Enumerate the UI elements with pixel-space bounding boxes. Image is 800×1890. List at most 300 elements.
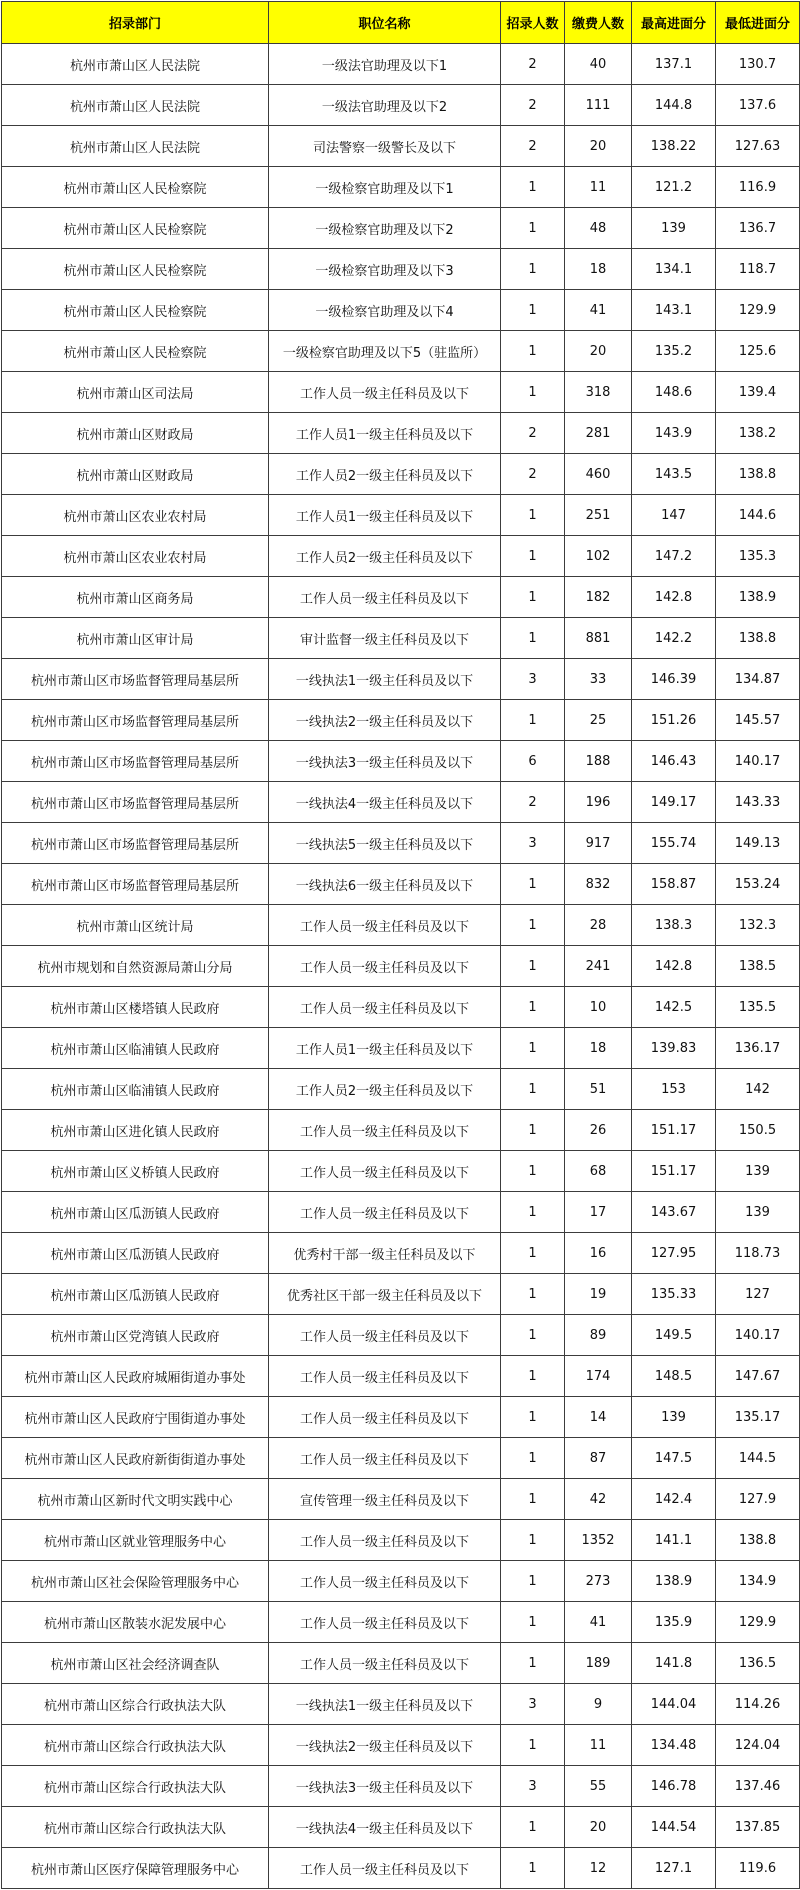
cell-position: 一级法官助理及以下1 xyxy=(269,44,501,85)
cell-applicant-count: 11 xyxy=(565,167,632,208)
cell-hire-count: 1 xyxy=(501,1643,565,1684)
cell-min-score: 136.7 xyxy=(716,208,800,249)
cell-max-score: 149.5 xyxy=(632,1315,716,1356)
cell-max-score: 146.43 xyxy=(632,741,716,782)
table-row xyxy=(2,659,800,700)
cell-department: 杭州市萧山区统计局 xyxy=(2,905,269,946)
cell-min-score: 147.67 xyxy=(716,1356,800,1397)
cell-hire-count: 1 xyxy=(501,1479,565,1520)
header-max-score: 最高进面分 xyxy=(632,2,716,44)
cell-hire-count: 1 xyxy=(501,1110,565,1151)
table-row xyxy=(2,1848,800,1889)
cell-department: 杭州市萧山区人民检察院 xyxy=(2,290,269,331)
cell-department: 杭州市萧山区医疗保障管理服务中心 xyxy=(2,1848,269,1889)
cell-min-score: 140.17 xyxy=(716,741,800,782)
cell-hire-count: 1 xyxy=(501,618,565,659)
cell-hire-count: 1 xyxy=(501,495,565,536)
cell-position: 工作人员一级主任科员及以下 xyxy=(269,1192,501,1233)
cell-position: 工作人员一级主任科员及以下 xyxy=(269,1520,501,1561)
cell-hire-count: 1 xyxy=(501,905,565,946)
cell-department: 杭州市萧山区人民政府新街街道办事处 xyxy=(2,1438,269,1479)
cell-applicant-count: 87 xyxy=(565,1438,632,1479)
cell-position: 工作人员一级主任科员及以下 xyxy=(269,987,501,1028)
cell-department: 杭州市萧山区社会保险管理服务中心 xyxy=(2,1561,269,1602)
cell-position: 一级检察官助理及以下2 xyxy=(269,208,501,249)
cell-department: 杭州市萧山区综合行政执法大队 xyxy=(2,1684,269,1725)
cell-hire-count: 1 xyxy=(501,946,565,987)
table-row xyxy=(2,1479,800,1520)
cell-position: 一线执法6一级主任科员及以下 xyxy=(269,864,501,905)
cell-department: 杭州市萧山区市场监督管理局基层所 xyxy=(2,700,269,741)
cell-max-score: 158.87 xyxy=(632,864,716,905)
cell-department: 杭州市萧山区就业管理服务中心 xyxy=(2,1520,269,1561)
cell-max-score: 143.67 xyxy=(632,1192,716,1233)
cell-max-score: 127.95 xyxy=(632,1233,716,1274)
cell-applicant-count: 460 xyxy=(565,454,632,495)
cell-max-score: 139 xyxy=(632,208,716,249)
cell-department: 杭州市萧山区义桥镇人民政府 xyxy=(2,1151,269,1192)
cell-position: 一线执法3一级主任科员及以下 xyxy=(269,741,501,782)
cell-position: 工作人员一级主任科员及以下 xyxy=(269,1561,501,1602)
table-row xyxy=(2,1356,800,1397)
cell-hire-count: 1 xyxy=(501,208,565,249)
cell-applicant-count: 1352 xyxy=(565,1520,632,1561)
cell-applicant-count: 12 xyxy=(565,1848,632,1889)
cell-department: 杭州市萧山区人民法院 xyxy=(2,126,269,167)
table-row xyxy=(2,1561,800,1602)
cell-department: 杭州市萧山区综合行政执法大队 xyxy=(2,1766,269,1807)
header-min-score: 最低进面分 xyxy=(716,2,800,44)
cell-max-score: 151.17 xyxy=(632,1110,716,1151)
cell-max-score: 135.2 xyxy=(632,331,716,372)
cell-department: 杭州市萧山区市场监督管理局基层所 xyxy=(2,741,269,782)
cell-department: 杭州市萧山区人民政府宁围街道办事处 xyxy=(2,1397,269,1438)
cell-department: 杭州市萧山区市场监督管理局基层所 xyxy=(2,823,269,864)
cell-applicant-count: 55 xyxy=(565,1766,632,1807)
cell-min-score: 138.9 xyxy=(716,577,800,618)
cell-applicant-count: 28 xyxy=(565,905,632,946)
cell-applicant-count: 188 xyxy=(565,741,632,782)
cell-hire-count: 1 xyxy=(501,536,565,577)
table-row xyxy=(2,126,800,167)
cell-position: 一线执法1一级主任科员及以下 xyxy=(269,659,501,700)
cell-applicant-count: 41 xyxy=(565,290,632,331)
cell-hire-count: 3 xyxy=(501,823,565,864)
cell-min-score: 118.73 xyxy=(716,1233,800,1274)
table-row xyxy=(2,987,800,1028)
cell-department: 杭州市萧山区新时代文明实践中心 xyxy=(2,1479,269,1520)
cell-max-score: 142.8 xyxy=(632,946,716,987)
cell-hire-count: 1 xyxy=(501,1356,565,1397)
table-row xyxy=(2,1725,800,1766)
cell-hire-count: 3 xyxy=(501,1684,565,1725)
cell-min-score: 119.6 xyxy=(716,1848,800,1889)
cell-min-score: 144.5 xyxy=(716,1438,800,1479)
cell-min-score: 124.04 xyxy=(716,1725,800,1766)
cell-max-score: 146.78 xyxy=(632,1766,716,1807)
cell-hire-count: 2 xyxy=(501,44,565,85)
cell-department: 杭州市萧山区人民检察院 xyxy=(2,331,269,372)
cell-position: 一线执法4一级主任科员及以下 xyxy=(269,1807,501,1848)
cell-position: 一级检察官助理及以下4 xyxy=(269,290,501,331)
cell-max-score: 138.22 xyxy=(632,126,716,167)
cell-hire-count: 1 xyxy=(501,1069,565,1110)
cell-applicant-count: 19 xyxy=(565,1274,632,1315)
cell-department: 杭州市萧山区综合行政执法大队 xyxy=(2,1725,269,1766)
cell-hire-count: 1 xyxy=(501,1028,565,1069)
cell-max-score: 137.1 xyxy=(632,44,716,85)
cell-applicant-count: 18 xyxy=(565,249,632,290)
table-row xyxy=(2,536,800,577)
cell-hire-count: 1 xyxy=(501,1725,565,1766)
cell-min-score: 153.24 xyxy=(716,864,800,905)
cell-min-score: 150.5 xyxy=(716,1110,800,1151)
cell-max-score: 155.74 xyxy=(632,823,716,864)
table-row xyxy=(2,44,800,85)
cell-min-score: 134.87 xyxy=(716,659,800,700)
cell-applicant-count: 40 xyxy=(565,44,632,85)
table-row xyxy=(2,249,800,290)
cell-min-score: 114.26 xyxy=(716,1684,800,1725)
cell-position: 工作人员一级主任科员及以下 xyxy=(269,1602,501,1643)
cell-applicant-count: 89 xyxy=(565,1315,632,1356)
cell-min-score: 136.5 xyxy=(716,1643,800,1684)
cell-hire-count: 1 xyxy=(501,987,565,1028)
cell-min-score: 139 xyxy=(716,1192,800,1233)
table-row xyxy=(2,700,800,741)
cell-position: 一线执法3一级主任科员及以下 xyxy=(269,1766,501,1807)
cell-max-score: 135.33 xyxy=(632,1274,716,1315)
cell-applicant-count: 16 xyxy=(565,1233,632,1274)
table-row xyxy=(2,1233,800,1274)
cell-position: 工作人员一级主任科员及以下 xyxy=(269,1848,501,1889)
cell-applicant-count: 174 xyxy=(565,1356,632,1397)
cell-min-score: 138.8 xyxy=(716,1520,800,1561)
cell-hire-count: 1 xyxy=(501,372,565,413)
cell-hire-count: 1 xyxy=(501,1807,565,1848)
cell-applicant-count: 20 xyxy=(565,1807,632,1848)
cell-max-score: 138.9 xyxy=(632,1561,716,1602)
cell-hire-count: 1 xyxy=(501,1602,565,1643)
cell-hire-count: 3 xyxy=(501,1766,565,1807)
cell-min-score: 125.6 xyxy=(716,331,800,372)
cell-min-score: 145.57 xyxy=(716,700,800,741)
cell-min-score: 118.7 xyxy=(716,249,800,290)
cell-max-score: 142.5 xyxy=(632,987,716,1028)
table-row xyxy=(2,905,800,946)
table-row xyxy=(2,618,800,659)
table-row xyxy=(2,85,800,126)
cell-department: 杭州市萧山区瓜沥镇人民政府 xyxy=(2,1192,269,1233)
cell-position: 工作人员1一级主任科员及以下 xyxy=(269,1028,501,1069)
cell-hire-count: 1 xyxy=(501,1315,565,1356)
table-row xyxy=(2,413,800,454)
cell-position: 工作人员一级主任科员及以下 xyxy=(269,1643,501,1684)
cell-applicant-count: 196 xyxy=(565,782,632,823)
table-row xyxy=(2,1397,800,1438)
cell-max-score: 134.1 xyxy=(632,249,716,290)
cell-max-score: 127.1 xyxy=(632,1848,716,1889)
cell-max-score: 144.04 xyxy=(632,1684,716,1725)
cell-min-score: 142 xyxy=(716,1069,800,1110)
cell-max-score: 148.6 xyxy=(632,372,716,413)
cell-position: 工作人员2一级主任科员及以下 xyxy=(269,536,501,577)
cell-max-score: 139 xyxy=(632,1397,716,1438)
cell-min-score: 127.9 xyxy=(716,1479,800,1520)
cell-department: 杭州市萧山区临浦镇人民政府 xyxy=(2,1028,269,1069)
cell-applicant-count: 41 xyxy=(565,1602,632,1643)
cell-applicant-count: 832 xyxy=(565,864,632,905)
cell-hire-count: 1 xyxy=(501,1274,565,1315)
table-row xyxy=(2,1192,800,1233)
cell-applicant-count: 14 xyxy=(565,1397,632,1438)
cell-hire-count: 1 xyxy=(501,700,565,741)
cell-hire-count: 2 xyxy=(501,85,565,126)
cell-hire-count: 1 xyxy=(501,249,565,290)
cell-applicant-count: 68 xyxy=(565,1151,632,1192)
cell-applicant-count: 318 xyxy=(565,372,632,413)
table-row xyxy=(2,782,800,823)
cell-department: 杭州市萧山区市场监督管理局基层所 xyxy=(2,864,269,905)
cell-applicant-count: 25 xyxy=(565,700,632,741)
cell-hire-count: 1 xyxy=(501,1192,565,1233)
cell-position: 工作人员一级主任科员及以下 xyxy=(269,577,501,618)
cell-position: 工作人员一级主任科员及以下 xyxy=(269,905,501,946)
cell-position: 一级法官助理及以下2 xyxy=(269,85,501,126)
table-row xyxy=(2,454,800,495)
cell-applicant-count: 102 xyxy=(565,536,632,577)
cell-applicant-count: 917 xyxy=(565,823,632,864)
table-row xyxy=(2,1110,800,1151)
cell-min-score: 130.7 xyxy=(716,44,800,85)
cell-applicant-count: 11 xyxy=(565,1725,632,1766)
cell-min-score: 135.3 xyxy=(716,536,800,577)
cell-hire-count: 1 xyxy=(501,1438,565,1479)
cell-applicant-count: 182 xyxy=(565,577,632,618)
cell-applicant-count: 189 xyxy=(565,1643,632,1684)
table-row xyxy=(2,495,800,536)
cell-max-score: 148.5 xyxy=(632,1356,716,1397)
header-position: 职位名称 xyxy=(269,2,501,44)
cell-min-score: 135.17 xyxy=(716,1397,800,1438)
cell-department: 杭州市萧山区党湾镇人民政府 xyxy=(2,1315,269,1356)
table-row xyxy=(2,290,800,331)
cell-department: 杭州市萧山区商务局 xyxy=(2,577,269,618)
cell-applicant-count: 111 xyxy=(565,85,632,126)
cell-min-score: 137.6 xyxy=(716,85,800,126)
cell-max-score: 147.5 xyxy=(632,1438,716,1479)
cell-hire-count: 1 xyxy=(501,864,565,905)
cell-max-score: 144.8 xyxy=(632,85,716,126)
cell-hire-count: 2 xyxy=(501,413,565,454)
cell-max-score: 147.2 xyxy=(632,536,716,577)
cell-department: 杭州市萧山区临浦镇人民政府 xyxy=(2,1069,269,1110)
cell-department: 杭州市萧山区司法局 xyxy=(2,372,269,413)
table-row xyxy=(2,1438,800,1479)
cell-applicant-count: 42 xyxy=(565,1479,632,1520)
header-department: 招录部门 xyxy=(2,2,269,44)
cell-hire-count: 1 xyxy=(501,1520,565,1561)
cell-max-score: 143.9 xyxy=(632,413,716,454)
cell-department: 杭州市萧山区综合行政执法大队 xyxy=(2,1807,269,1848)
table-row xyxy=(2,1274,800,1315)
cell-position: 一线执法1一级主任科员及以下 xyxy=(269,1684,501,1725)
cell-max-score: 153 xyxy=(632,1069,716,1110)
cell-hire-count: 1 xyxy=(501,1561,565,1602)
cell-applicant-count: 241 xyxy=(565,946,632,987)
cell-max-score: 135.9 xyxy=(632,1602,716,1643)
cell-applicant-count: 48 xyxy=(565,208,632,249)
table-row xyxy=(2,577,800,618)
cell-department: 杭州市萧山区农业农村局 xyxy=(2,536,269,577)
cell-min-score: 138.8 xyxy=(716,618,800,659)
cell-hire-count: 2 xyxy=(501,782,565,823)
cell-max-score: 147 xyxy=(632,495,716,536)
cell-position: 工作人员1一级主任科员及以下 xyxy=(269,495,501,536)
cell-max-score: 121.2 xyxy=(632,167,716,208)
cell-position: 一线执法4一级主任科员及以下 xyxy=(269,782,501,823)
cell-department: 杭州市萧山区人民法院 xyxy=(2,85,269,126)
cell-min-score: 138.8 xyxy=(716,454,800,495)
cell-department: 杭州市萧山区瓜沥镇人民政府 xyxy=(2,1274,269,1315)
cell-min-score: 149.13 xyxy=(716,823,800,864)
cell-hire-count: 1 xyxy=(501,290,565,331)
cell-position: 一线执法2一级主任科员及以下 xyxy=(269,700,501,741)
cell-applicant-count: 251 xyxy=(565,495,632,536)
cell-department: 杭州市萧山区楼塔镇人民政府 xyxy=(2,987,269,1028)
cell-position: 一级检察官助理及以下3 xyxy=(269,249,501,290)
cell-min-score: 129.9 xyxy=(716,290,800,331)
cell-position: 审计监督一级主任科员及以下 xyxy=(269,618,501,659)
cell-min-score: 140.17 xyxy=(716,1315,800,1356)
cell-applicant-count: 9 xyxy=(565,1684,632,1725)
cell-max-score: 142.4 xyxy=(632,1479,716,1520)
cell-position: 工作人员一级主任科员及以下 xyxy=(269,1110,501,1151)
cell-applicant-count: 273 xyxy=(565,1561,632,1602)
table-row xyxy=(2,864,800,905)
table-row xyxy=(2,208,800,249)
cell-position: 工作人员一级主任科员及以下 xyxy=(269,1315,501,1356)
cell-applicant-count: 10 xyxy=(565,987,632,1028)
table-header xyxy=(2,2,800,44)
cell-applicant-count: 20 xyxy=(565,126,632,167)
cell-department: 杭州市萧山区进化镇人民政府 xyxy=(2,1110,269,1151)
cell-position: 一级检察官助理及以下1 xyxy=(269,167,501,208)
cell-applicant-count: 881 xyxy=(565,618,632,659)
header-hire-count: 招录人数 xyxy=(501,2,565,44)
cell-min-score: 116.9 xyxy=(716,167,800,208)
cell-max-score: 151.17 xyxy=(632,1151,716,1192)
cell-position: 宣传管理一级主任科员及以下 xyxy=(269,1479,501,1520)
cell-hire-count: 3 xyxy=(501,659,565,700)
cell-min-score: 143.33 xyxy=(716,782,800,823)
cell-max-score: 143.1 xyxy=(632,290,716,331)
cell-position: 一线执法5一级主任科员及以下 xyxy=(269,823,501,864)
cell-department: 杭州市萧山区财政局 xyxy=(2,413,269,454)
cell-max-score: 142.8 xyxy=(632,577,716,618)
cell-position: 司法警察一级警长及以下 xyxy=(269,126,501,167)
cell-min-score: 127 xyxy=(716,1274,800,1315)
table-row xyxy=(2,1684,800,1725)
cell-department: 杭州市萧山区人民检察院 xyxy=(2,167,269,208)
cell-hire-count: 2 xyxy=(501,126,565,167)
cell-applicant-count: 18 xyxy=(565,1028,632,1069)
cell-max-score: 134.48 xyxy=(632,1725,716,1766)
cell-department: 杭州市萧山区社会经济调查队 xyxy=(2,1643,269,1684)
cell-department: 杭州市萧山区市场监督管理局基层所 xyxy=(2,659,269,700)
table-row xyxy=(2,167,800,208)
table-row xyxy=(2,1643,800,1684)
cell-applicant-count: 281 xyxy=(565,413,632,454)
cell-hire-count: 1 xyxy=(501,1397,565,1438)
cell-min-score: 144.6 xyxy=(716,495,800,536)
cell-department: 杭州市萧山区市场监督管理局基层所 xyxy=(2,782,269,823)
score-table xyxy=(1,1,800,1889)
cell-position: 优秀社区干部一级主任科员及以下 xyxy=(269,1274,501,1315)
cell-department: 杭州市萧山区人民政府城厢街道办事处 xyxy=(2,1356,269,1397)
cell-max-score: 146.39 xyxy=(632,659,716,700)
table-row xyxy=(2,1151,800,1192)
table-row xyxy=(2,1766,800,1807)
cell-department: 杭州市萧山区财政局 xyxy=(2,454,269,495)
cell-position: 优秀村干部一级主任科员及以下 xyxy=(269,1233,501,1274)
table-row xyxy=(2,741,800,782)
cell-hire-count: 2 xyxy=(501,454,565,495)
cell-min-score: 134.9 xyxy=(716,1561,800,1602)
cell-min-score: 132.3 xyxy=(716,905,800,946)
cell-applicant-count: 33 xyxy=(565,659,632,700)
cell-max-score: 151.26 xyxy=(632,700,716,741)
cell-department: 杭州市萧山区人民法院 xyxy=(2,44,269,85)
cell-max-score: 149.17 xyxy=(632,782,716,823)
cell-hire-count: 1 xyxy=(501,167,565,208)
cell-position: 工作人员2一级主任科员及以下 xyxy=(269,454,501,495)
cell-min-score: 127.63 xyxy=(716,126,800,167)
cell-hire-count: 1 xyxy=(501,1233,565,1274)
cell-department: 杭州市萧山区人民检察院 xyxy=(2,208,269,249)
cell-department: 杭州市萧山区散装水泥发展中心 xyxy=(2,1602,269,1643)
table-row xyxy=(2,946,800,987)
cell-applicant-count: 26 xyxy=(565,1110,632,1151)
cell-min-score: 137.46 xyxy=(716,1766,800,1807)
cell-hire-count: 6 xyxy=(501,741,565,782)
cell-department: 杭州市规划和自然资源局萧山分局 xyxy=(2,946,269,987)
cell-position: 工作人员一级主任科员及以下 xyxy=(269,372,501,413)
cell-hire-count: 1 xyxy=(501,1151,565,1192)
cell-position: 工作人员1一级主任科员及以下 xyxy=(269,413,501,454)
cell-max-score: 141.8 xyxy=(632,1643,716,1684)
header-row xyxy=(2,2,800,44)
cell-hire-count: 1 xyxy=(501,1848,565,1889)
cell-department: 杭州市萧山区审计局 xyxy=(2,618,269,659)
cell-max-score: 141.1 xyxy=(632,1520,716,1561)
cell-department: 杭州市萧山区人民检察院 xyxy=(2,249,269,290)
cell-min-score: 136.17 xyxy=(716,1028,800,1069)
cell-applicant-count: 17 xyxy=(565,1192,632,1233)
cell-position: 工作人员一级主任科员及以下 xyxy=(269,1397,501,1438)
cell-hire-count: 1 xyxy=(501,331,565,372)
table-row xyxy=(2,331,800,372)
table-row xyxy=(2,1069,800,1110)
cell-max-score: 143.5 xyxy=(632,454,716,495)
table-row xyxy=(2,1315,800,1356)
table-row xyxy=(2,1807,800,1848)
cell-applicant-count: 20 xyxy=(565,331,632,372)
table-row xyxy=(2,823,800,864)
cell-position: 工作人员一级主任科员及以下 xyxy=(269,1356,501,1397)
header-applicant-count: 缴费人数 xyxy=(565,2,632,44)
cell-min-score: 135.5 xyxy=(716,987,800,1028)
